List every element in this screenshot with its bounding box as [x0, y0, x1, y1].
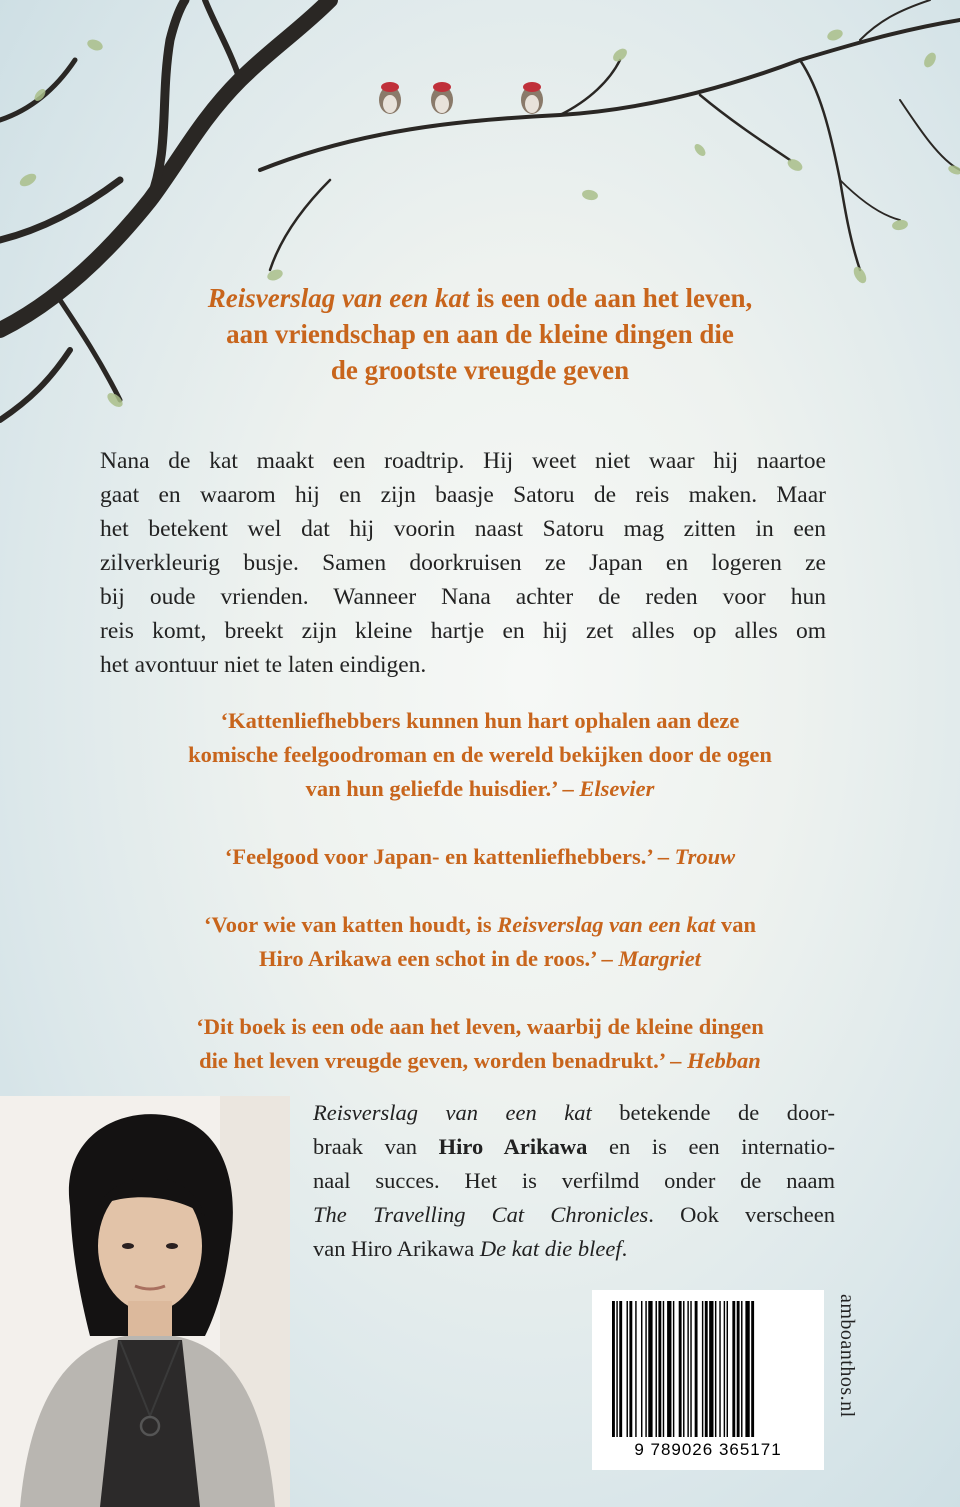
quote-text: ‘Feelgood voor Japan- en kattenliefhebbers.’ –	[224, 844, 675, 869]
synopsis	[100, 444, 826, 682]
synopsis-line: bij oude vrienden. Wanneer Nana achter de reden voor hun	[100, 584, 826, 610]
synopsis-line: Nana de kat maakt een roadtrip. Hij weet niet waar hij naartoe	[100, 448, 826, 474]
author-bio	[313, 1096, 835, 1266]
quote-source: Elsevier	[579, 776, 655, 801]
isbn-number: 9 789026 365171	[634, 1440, 782, 1459]
quote-text: van hun geliefde huisdier.’ –	[305, 776, 580, 801]
barcode-bars	[612, 1301, 804, 1437]
quote-text: die het leven vreugde geven, worden benadrukt.’ –	[199, 1048, 688, 1073]
quote-line	[0, 772, 960, 806]
review-quotes	[0, 704, 960, 1112]
review-quote-margriet	[0, 908, 960, 976]
bio-film-title: The Travelling Cat Chronicles	[313, 1202, 649, 1227]
quote-line	[0, 908, 960, 942]
author-name: Hiro Arikawa	[438, 1134, 588, 1159]
tagline-book-title: Reisverslag van een kat	[207, 283, 470, 313]
quote-book-title: Reisverslag van een kat	[497, 912, 716, 937]
quote-text: van	[715, 912, 756, 937]
quote-source: Hebban	[687, 1048, 761, 1073]
quote-line	[0, 942, 960, 976]
synopsis-line: zilverkleurig busje. Samen doorkruisen ze Japan en logeren ze	[100, 550, 826, 576]
synopsis-line: het betekent wel dat hij voorin naast Satoru mag zitten in een	[100, 516, 826, 542]
bio-text: van Hiro Arikawa	[313, 1236, 480, 1261]
bio-text: braak van	[313, 1134, 439, 1159]
bio-book-title: Reisverslag van een kat	[313, 1100, 592, 1125]
review-quote-trouw	[0, 840, 960, 874]
bio-text: betekende de door-	[591, 1100, 835, 1125]
review-quote-hebban	[0, 1010, 960, 1078]
barcode	[592, 1290, 824, 1470]
bio-book-title: De kat die bleef	[479, 1236, 622, 1261]
quote-line: komische feelgoodroman en de wereld bekijken door de ogen	[188, 742, 772, 767]
bio-line	[313, 1096, 835, 1130]
publisher-url: amboanthos.nl	[836, 1294, 858, 1418]
tagline-line-1-rest: is een ode aan het leven,	[469, 283, 753, 313]
birds	[379, 82, 543, 114]
synopsis-line: reis komt, breekt zijn kleine hartje en hij zet alles op alles om	[100, 618, 826, 644]
bio-text: en is een internatio-	[587, 1134, 835, 1159]
quote-source: Trouw	[674, 844, 736, 869]
review-quote-elsevier	[0, 704, 960, 806]
synopsis-line: gaat en waarom hij en zijn baasje Satoru de reis maken. Maar	[100, 482, 826, 508]
bio-text: .	[621, 1236, 628, 1261]
author-photo	[0, 1096, 290, 1507]
quote-line	[0, 1044, 960, 1078]
bio-line: naal succes. Het is verfilmd onder de naam	[313, 1168, 835, 1193]
quote-line: ‘Dit boek is een ode aan het leven, waarbij de kleine dingen	[196, 1014, 764, 1039]
tagline	[0, 280, 960, 388]
bio-line	[313, 1232, 835, 1266]
bio-text: . Ook verscheen	[648, 1202, 835, 1227]
synopsis-line: het avontuur niet te laten eindigen.	[100, 652, 427, 678]
tagline-line-2: aan vriendschap en aan de kleine dingen die	[226, 319, 734, 349]
quote-source: Margriet	[618, 946, 701, 971]
tagline-line-3: de grootste vreugde geven	[330, 355, 630, 385]
tagline-line-1	[0, 280, 960, 316]
quote-line: ‘Kattenliefhebbers kunnen hun hart ophalen aan deze	[220, 708, 740, 733]
quote-line	[0, 840, 960, 874]
quote-text: Hiro Arikawa een schot in de roos.’ –	[259, 946, 619, 971]
bio-line	[313, 1198, 835, 1232]
quote-text: ‘Voor wie van katten houdt, is	[204, 912, 498, 937]
bio-line	[313, 1130, 835, 1164]
